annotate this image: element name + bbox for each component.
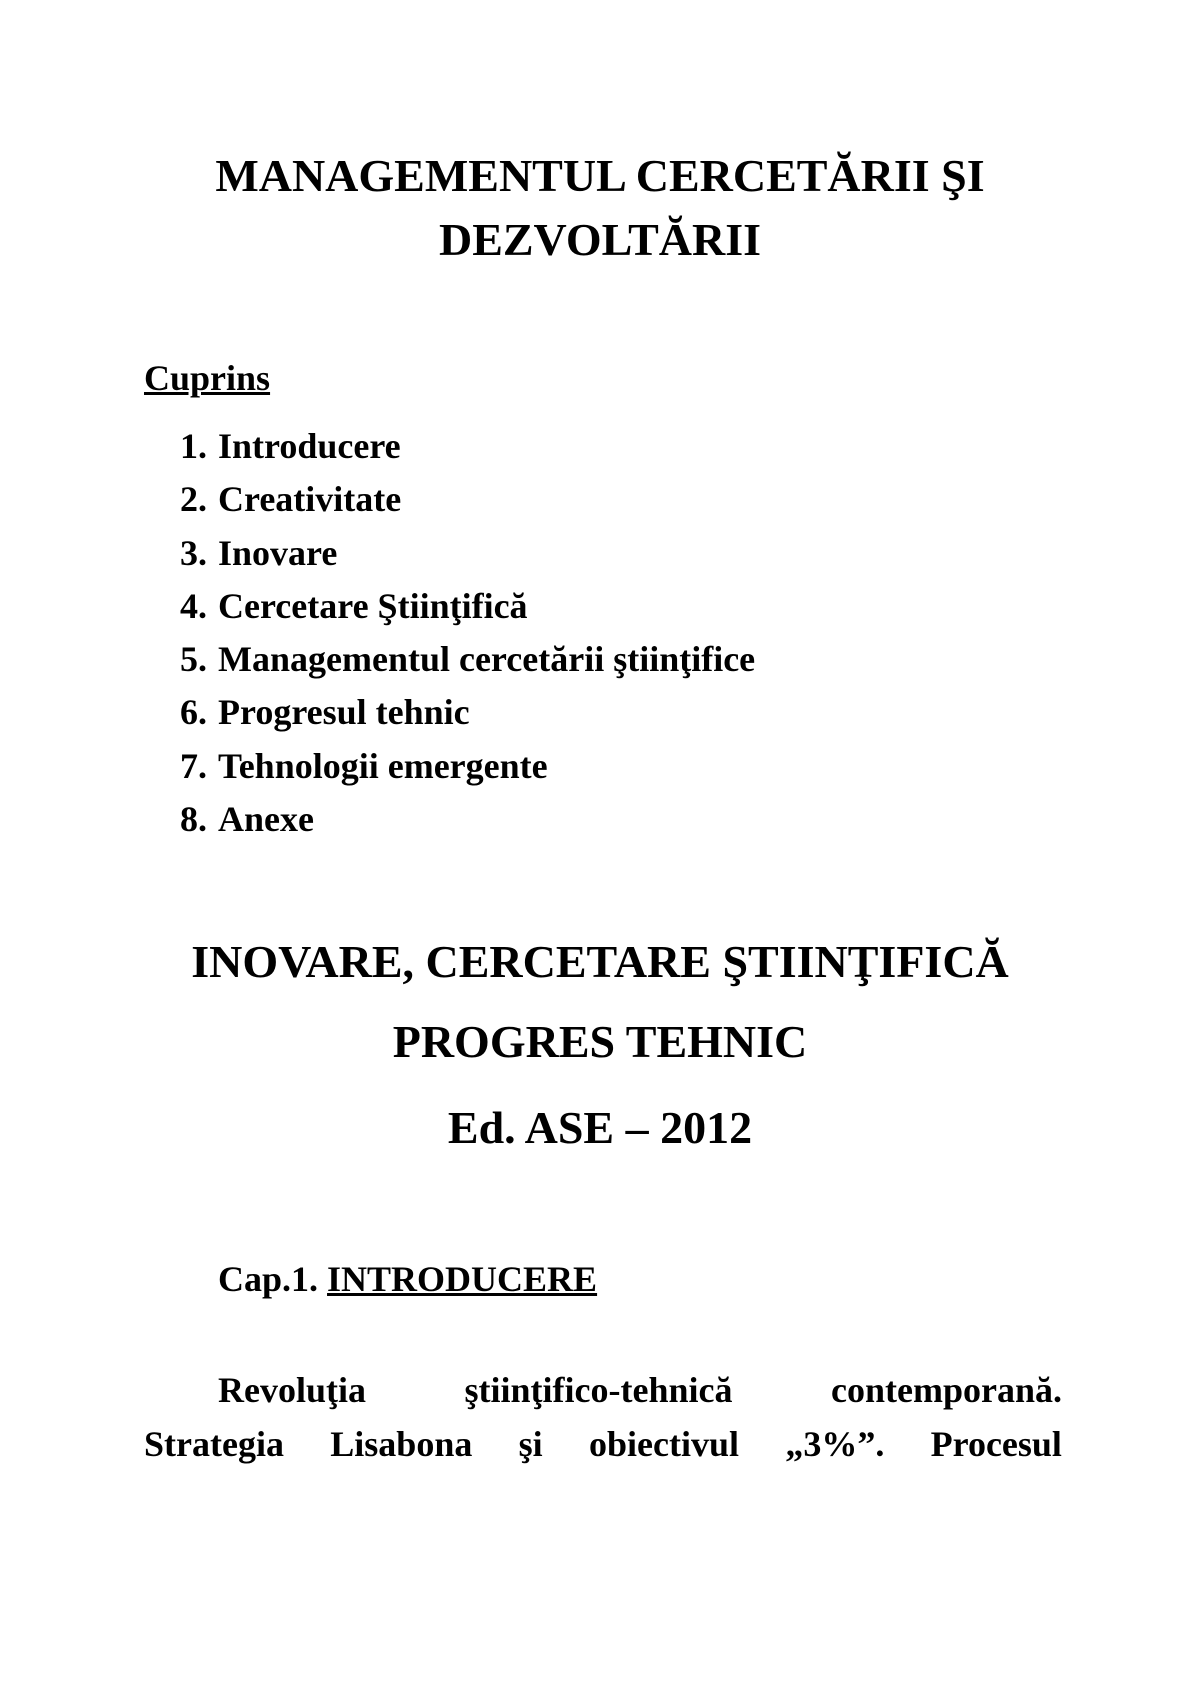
- body-word: Strategia: [144, 1424, 284, 1464]
- toc-item-number: 6.: [180, 692, 207, 733]
- toc-item: [180, 532, 755, 588]
- toc-item: [180, 585, 755, 641]
- subtitle-line-2: PROGRES TEHNIC: [392, 1016, 808, 1067]
- body-word: Revoluţia: [218, 1370, 366, 1410]
- toc-item: [180, 694, 755, 747]
- toc-item-number: 7.: [180, 745, 207, 786]
- subtitle-line-1: INOVARE, CERCETARE ŞTIINŢIFICĂ: [191, 936, 1009, 987]
- toc-item-label: Managementul cercetării ştiinţifice: [218, 639, 756, 680]
- toc-item-number: 3.: [180, 532, 207, 573]
- toc-item-number: 8.: [180, 799, 207, 840]
- toc-heading: Cuprins: [144, 358, 271, 398]
- toc-item-number: 1.: [180, 426, 207, 466]
- toc-item-label: Inovare: [218, 532, 338, 573]
- document-title-line-2: DEZVOLTĂRII: [438, 214, 762, 265]
- toc-item: [180, 481, 755, 534]
- toc-item-number: 4.: [180, 585, 207, 626]
- toc-item: [180, 641, 755, 694]
- subtitle-line-3: Ed. ASE – 2012: [447, 1102, 753, 1153]
- body-word: „3%”.: [785, 1424, 885, 1464]
- toc-item: [180, 745, 755, 801]
- toc-item-label: Creativitate: [218, 479, 402, 520]
- chapter-heading: [218, 1258, 597, 1300]
- toc-item-label: Introducere: [218, 426, 401, 466]
- toc-item-label: Progresul tehnic: [218, 692, 470, 733]
- table-of-contents: [180, 428, 755, 854]
- toc-item-label: Cercetare Ştiinţifică: [218, 585, 528, 626]
- toc-item-number: 5.: [180, 639, 207, 680]
- body-word: contemporană.: [831, 1370, 1062, 1410]
- chapter-title: INTRODUCERE: [327, 1259, 598, 1299]
- body-text-line-1: [218, 1372, 1062, 1408]
- body-word: şi: [518, 1424, 543, 1464]
- body-text-line-2: [144, 1426, 1062, 1462]
- toc-item: [180, 801, 755, 854]
- body-word: ştiinţifico-tehnică: [464, 1370, 733, 1410]
- toc-item-label: Anexe: [218, 799, 314, 840]
- toc-item-label: Tehnologii emergente: [218, 745, 548, 786]
- body-word: Lisabona: [330, 1424, 473, 1464]
- body-word: obiectivul: [589, 1424, 739, 1464]
- toc-item: [180, 428, 755, 481]
- toc-item-number: 2.: [180, 479, 207, 520]
- body-word: Procesul: [930, 1424, 1062, 1464]
- chapter-prefix: Cap.1.: [218, 1259, 319, 1299]
- document-title-line-1: MANAGEMENTUL CERCETĂRII ŞI: [215, 150, 985, 201]
